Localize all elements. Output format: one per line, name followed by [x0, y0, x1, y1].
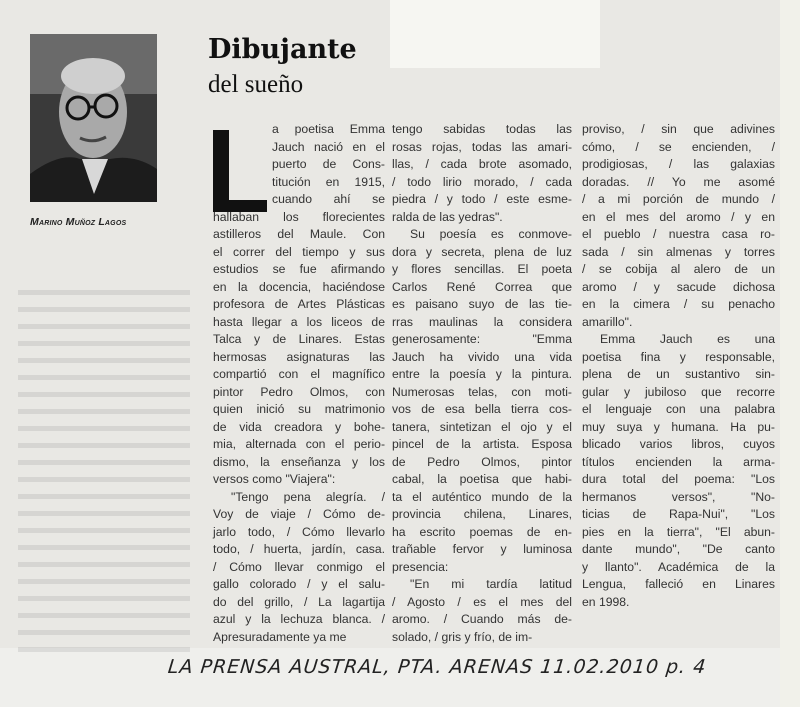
article-text-line: cuando ahí se: [272, 192, 385, 206]
article-text-line: "En mi tardía latitud: [410, 577, 572, 591]
article-text-line: el correr del tiempo y sus: [213, 244, 385, 259]
article-subtitle: del sueño: [208, 71, 304, 98]
article-text-line: Lengua, falleció en Linares: [582, 577, 775, 591]
article-text-line: en el mes del aromo / y en: [582, 209, 775, 224]
article-text-line: dura total del poema: "Los: [582, 472, 775, 486]
article-text-line: rosas rojas, todas las amari-: [392, 139, 572, 154]
article-text-line: sada / sin almenas y torres: [582, 244, 775, 259]
article-text-line: vos de esa bella tierra cos-: [392, 402, 572, 416]
article-text-line: en la cimera / su penacho: [582, 297, 775, 311]
photo-caption: Marino Muñoz Lagos: [30, 216, 127, 228]
article-text-line: / Cómo llevar conmigo el: [213, 559, 385, 574]
article-text-line: Carlos René Correa que: [392, 279, 572, 294]
article-text-line: cómo, / se encienden, /: [582, 139, 775, 154]
article-text-line: cabal, la poetisa que habi-: [392, 472, 572, 486]
article-text-line: compartió con el magnífico: [213, 367, 385, 381]
article-text-line: y flores sencillas. El poeta: [392, 262, 572, 276]
article-text-line: rras maulinas la considera: [392, 314, 572, 329]
article-text-line: pincel de la artista. Esposa: [392, 437, 572, 451]
article-text-line: / a mi porción de mundo /: [582, 192, 775, 206]
article-text-line: ha escrito poemas de en-: [392, 524, 572, 539]
article-text-line: pintor Pedro Olmos, con: [213, 384, 385, 399]
article-text-line: muy suya y humana. Ha pu-: [582, 419, 775, 434]
portrait-image: [30, 34, 157, 202]
article-text-line: mia, alternada con el perio-: [213, 437, 385, 451]
paper-highlight: [390, 0, 600, 68]
article-text-line: tengo sabidas todas las: [392, 122, 572, 136]
article-text-line: dismo, la enseñanza y los: [213, 454, 385, 469]
article-text-line: ralda de las yedras".: [392, 209, 503, 224]
article-text-line: piedra / y todo / este esme-: [392, 192, 572, 206]
article-text-line: el pueblo / nuestra casa ro-: [582, 227, 775, 241]
article-text-line: titución en 1915,: [272, 174, 385, 189]
article-text-line: poetisa fina y responsable,: [582, 349, 775, 364]
page-edge: [780, 0, 800, 707]
article-text-line: quien inició su matrimonio: [213, 402, 385, 416]
article-text-line: entre la poesía y la pintura.: [392, 367, 572, 381]
author-photo: [30, 34, 157, 202]
article-text-line: provincia chilena, Linares,: [392, 507, 572, 521]
article-text-line: doradas. // Yo me asomé: [582, 174, 775, 189]
article-text-line: aromo. / Cuando más de-: [392, 612, 572, 626]
article-text-line: versos como "Viajera":: [213, 472, 336, 486]
article-text-line: aromo / y sacude dichosa: [582, 279, 775, 294]
article-text-line: en la docencia, haciéndose: [213, 279, 385, 294]
article-text-line: es paisano suyo de las tie-: [392, 297, 572, 311]
article-column-2: [392, 121, 572, 646]
article-text-line: de Pedro Olmos, pintor: [392, 454, 572, 469]
article-column-3: [582, 121, 775, 611]
handwritten-source-note: LA PRENSA AUSTRAL, PTA. ARENAS 11.02.2010 p. 4: [166, 656, 708, 678]
article-text-line: blicado varios libros, cuyos: [582, 437, 775, 451]
article-text-line: presencia:: [392, 559, 449, 574]
article-text-line: hallaban los florecientes: [213, 209, 385, 224]
article-text-line: Su poesía es conmove-: [410, 227, 572, 241]
article-text-line: / se cobija al alero de un: [582, 262, 775, 276]
article-text-line: astilleros del Maule. Con: [213, 227, 385, 241]
article-text-line: pies en la tierra", "El abun-: [582, 524, 775, 539]
article-text-line: Apresuradamente ya me: [213, 629, 347, 644]
article-text-line: en 1998.: [582, 594, 630, 609]
article-text-line: profesora de Artes Plásticas: [213, 297, 385, 311]
article-text-line: hermosas asignaturas las: [213, 349, 385, 364]
article-text-line: plena de un sustantivo sin-: [582, 367, 775, 381]
article-text-line: Jauch ha vivido una vida: [392, 349, 572, 364]
article-text-line: trañable fervor y luminosa: [392, 542, 572, 556]
article-text-line: Talca y de Linares. Estas: [213, 332, 385, 346]
article-text-line: gular y jubiloso que recorre: [582, 384, 775, 399]
article-text-line: Numerosas telas, con moti-: [392, 384, 572, 399]
article-text-line: amarillo".: [582, 314, 633, 329]
article-text-line: solado, / gris y frío, de im-: [392, 629, 533, 644]
article-text-line: el lenguaje con una palabra: [582, 402, 775, 416]
article-text-line: Jauch nació en el: [272, 139, 385, 154]
article-title: Dibujante: [208, 34, 357, 65]
article-text-line: a poetisa Emma: [272, 122, 385, 136]
article-text-line: títulos encienden la arma-: [582, 454, 775, 469]
article-text-line: hermanos versos", "No-: [582, 489, 775, 504]
article-text-line: Emma Jauch es una: [600, 332, 775, 346]
article-text-line: do del grillo, / La lagartija: [213, 594, 385, 609]
article-text-line: todo, / huerta, jardín, casa.: [213, 542, 385, 556]
article-text-line: dora y secreta, plena de luz: [392, 244, 572, 259]
article-text-line: puerto de Cons-: [272, 157, 385, 171]
article-text-line: de vida creadora y bohe-: [213, 419, 385, 434]
article-text-line: gallo colorado / y el salu-: [213, 577, 385, 591]
article-text-line: azul y la lechuza blanca. /: [213, 612, 385, 626]
article-column-1: [213, 121, 385, 646]
article-text-line: Voy de viaje / Cómo de-: [213, 507, 385, 521]
article-text-line: generosamente: "Emma: [392, 332, 572, 346]
article-text-line: proviso, / sin que adivines: [582, 122, 775, 136]
article-text-line: ta el auténtico mundo de la: [392, 489, 572, 504]
article-text-line: estudios se fue afirmando: [213, 262, 385, 276]
article-text-line: hasta llegar a los liceos de: [213, 314, 385, 329]
article-text-line: tanera, sintetizan el ojo y el: [392, 419, 572, 434]
article-text-line: y llanto". Académica de la: [582, 559, 775, 574]
article-text-line: llas, / cada brote asomado,: [392, 157, 572, 171]
article-text-line: ticias de Rapa-Nui", "Los: [582, 507, 775, 521]
article-text-line: jarlo todo, / Cómo llevarlo: [213, 524, 385, 539]
article-text-line: "Tengo pena alegría. /: [231, 489, 385, 504]
article-text-line: dante mundo", "De canto: [582, 542, 775, 556]
article-text-line: / todo lirio morado, / cada: [392, 174, 572, 189]
bleed-through-text: [0, 290, 200, 620]
article-text-line: / Agosto / es el mes del: [392, 594, 572, 609]
article-text-line: prodigiosas, / las galaxias: [582, 157, 775, 171]
